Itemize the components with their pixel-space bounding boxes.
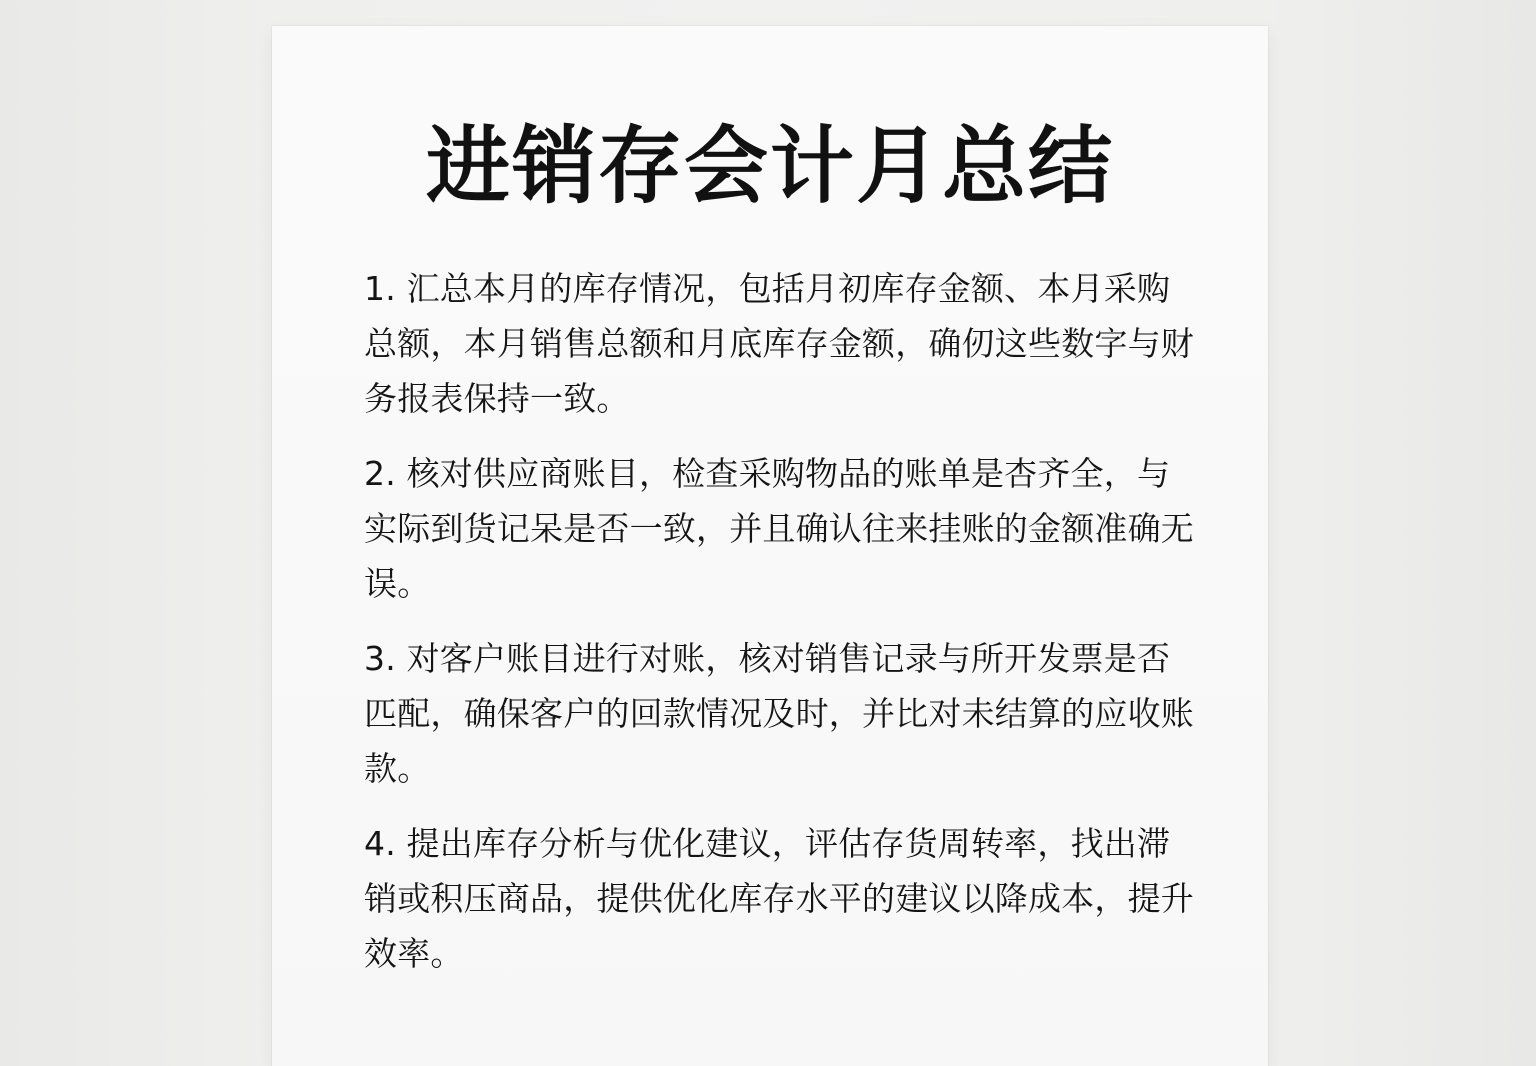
document-content bbox=[364, 261, 1194, 1001]
summary-item-1: 1. 汇总本月的库存情况，包括月初库存金额、本月采购总额，本月销售总额和月底库存金额，确仞这些数字与财务报表保持一致。 bbox=[364, 269, 1194, 418]
summary-item-3: 3. 对客户账目进行对账，核对销售记录与所开发票是否匹配，确保客户的回款情况及时，并比对未结算的应收账款。 bbox=[364, 639, 1194, 788]
document-page bbox=[272, 26, 1268, 1066]
summary-item-4: 4. 提出库存分析与优化建议，评估存货周转率，找出滞销或积压商品，提供优化库存水平的建议以降成本，提升效率。 bbox=[364, 824, 1194, 973]
summary-item-2: 2. 核对供应商账目，检查采购物品的账单是杏齐全，与实际到货记呆是否一致，并且确认往来挂账的金额准确无误。 bbox=[364, 454, 1194, 603]
document-title: 进销存会计月总结 bbox=[425, 117, 1114, 215]
